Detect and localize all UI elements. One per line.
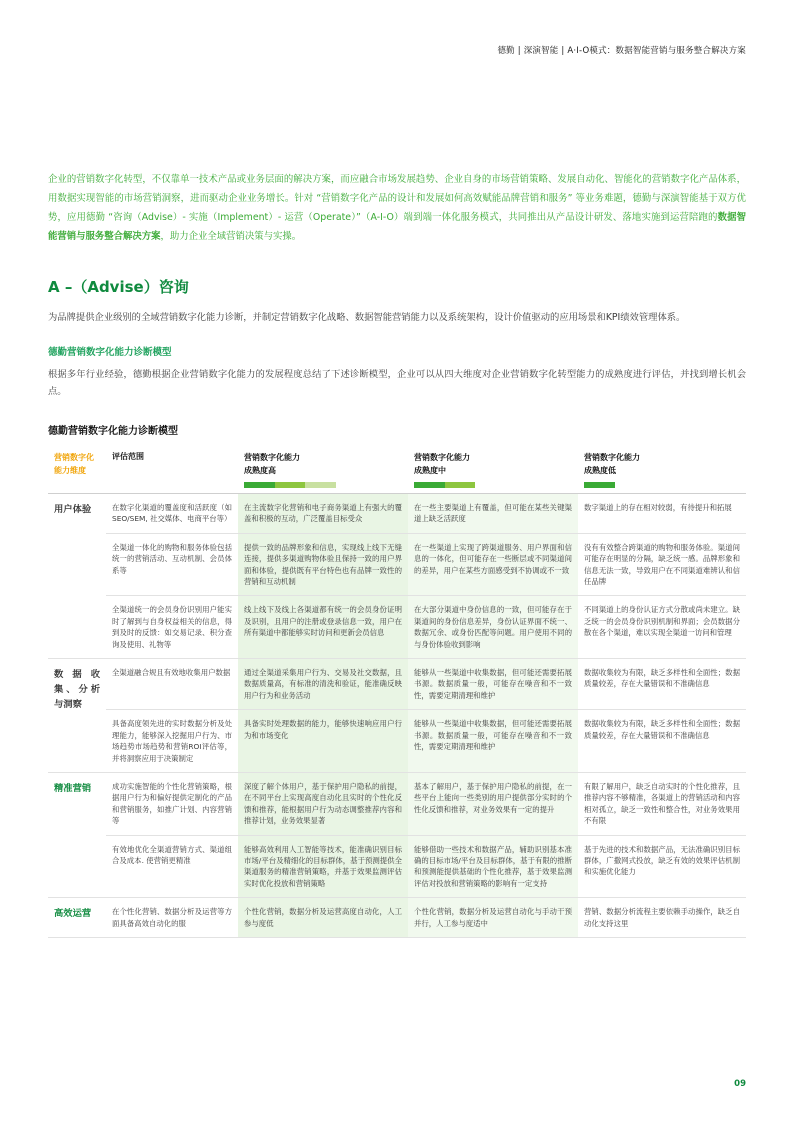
cell-low: 数字渠道上的存在相对较弱，有待提升和拓展: [578, 494, 746, 534]
sub-section-title: 德勤营销数字化能力诊断模型: [48, 347, 172, 358]
maturity-bar-mid: [414, 482, 506, 488]
row-dimension-label: 高效运营: [48, 898, 106, 938]
intro-part1: 企业的营销数字化转型，不仅靠单一技术产品或业务层面的解决方案，而应融合市场发展趋势、企业自身的市场营销策略、发展自动化、智能化的营销数字化产品体系，用数据实现智能的市场营销洞察，进而驱动企业业务增长。针对 “营销数字化产品的设计和发展如何高效赋能品牌营销和服务” 等业务难题，德勤与深演智能基于双方优势，应用德勤 “咨询（Advise）- 实施（Implement）- 运营（Operate）”（A-I-O）端到端一体化服务模式，共同推出从产品设计研发、落地实施到运营陪跑的: [48, 174, 746, 223]
cell-low: 没有有效整合跨渠道的购物和服务体验。渠道间可能存在明显的分隔，缺乏统一感。品牌形象和信息无法一致，导致用户在不同渠道难辨认和信任品牌: [578, 533, 746, 596]
page-header: 德勤 | 深演智能 | A·I-O模式：数据智能营销与服务整合解决方案: [497, 46, 746, 56]
maturity-bar-high: [244, 482, 336, 488]
row-scope: 全渠道统一的会员身份识别用户能实时了解到与自身权益相关的信息，得到及时的反馈：如交易记录、积分查询及使用、礼物等: [106, 596, 238, 659]
maturity-matrix-table: [48, 447, 746, 938]
cell-mid: 个性化营销，数据分析及运营自动化与手动干预并行，人工参与度适中: [408, 898, 578, 938]
sub-section-body: 根据多年行业经验，德勤根据企业营销数字化能力的发展程度总结了下述诊断模型，企业可以从四大维度对企业营销数字化转型能力的成熟度进行评估，并找到增长机会点。: [48, 369, 746, 397]
row-scope: 具备高度领先进的实时数据分析及处理能力，能够深入挖掘用户行为、市场趋势市场趋势和营销ROI评估等，并将洞察应用于决策制定: [106, 710, 238, 773]
table-head: [48, 447, 746, 494]
table-row: [48, 494, 746, 534]
table-row: [48, 710, 746, 773]
row-scope: 全渠道一体化的购物和服务体验包括统一的营销活动、互动机制、会员体系等: [106, 533, 238, 596]
cell-high: 通过全渠道采集用户行为、交易及社交数据，且数据质量高，有标准的清洗和验证，能准确反映用户行为和业务活动: [238, 659, 408, 710]
table-row: [48, 596, 746, 659]
page-number: 09: [734, 1079, 746, 1089]
row-dimension-label: 数据收集、分析与洞察: [48, 659, 106, 773]
cell-low: 营销、数据分析流程主要依赖手动操作，缺乏自动化支持这里: [578, 898, 746, 938]
section-body: 为品牌提供企业级别的全域营销数字化能力诊断，并制定营销数字化战略、数据智能营销能力以及系统架构，设计价值驱动的应用场景和KPI绩效管理体系。: [48, 312, 686, 323]
model-title: 德勤营销数字化能力诊断模型: [48, 426, 178, 437]
cell-high: 具备实时处理数据的能力，能够快速响应用户行为和市场变化: [238, 710, 408, 773]
cell-high: 个性化营销，数据分析及运营高度自动化，人工参与度低: [238, 898, 408, 938]
section-title: A –（Advise）咨询: [48, 278, 189, 296]
cell-mid: 在大部分渠道中身份信息的一致，但可能存在于渠道间的身份信息差异，身份认证界面不统一、数据冗余、或身份匹配等问题。用户使用不同的与身份体验收到影响: [408, 596, 578, 659]
col-header-dimension: [48, 447, 106, 494]
cell-low: 有限了解用户，缺乏自动实时的个性化推荐，且推荐内容不够精准，各渠道上的营销活动和内容相对孤立，缺乏一致性和整合性，对业务效果用不有限: [578, 772, 746, 835]
intro-bold: 数据智能营销与服务整合解决方案: [48, 212, 746, 242]
col-header-low: 营销数字化能力 成熟度低: [578, 447, 746, 494]
row-dimension-label: 用户体验: [48, 494, 106, 659]
col-header-dimension-line1: 营销数字化: [54, 453, 94, 462]
cell-mid: 在一些渠道上实现了跨渠道服务、用户界面和信息的一体化，但可能存在一些断层或不同渠道间的差异，用户在某些方面感受到不协调或不一致: [408, 533, 578, 596]
cell-mid: 能够从一些渠道中收集数据，但可能还需要拓展书源。数据质量一般，可能存在噪音和不一致性，需要定期清理和维护: [408, 659, 578, 710]
row-scope: 成功实施智能的个性化营销策略，根据用户行为和偏好提供定制化的产品和营销服务，如推广计划、内容营销等: [106, 772, 238, 835]
cell-mid: 基本了解用户，基于保护用户隐私的前提，在一些平台上能向一些类别的用户提供部分实时的个性化反馈和推荐，对业务效果有一定的提升: [408, 772, 578, 835]
table-header-row: [48, 447, 746, 494]
row-scope: 全渠道融合规且有效地收集用户数据: [106, 659, 238, 710]
col-header-dimension-line2: 能力维度: [54, 466, 86, 475]
cell-high: 能够高效利用人工智能等技术，能准确识别目标市场/平台及精细化的目标群体，基于预测提供全渠道服务的精准营销策略，并基于效果监测评估实时优化投放和营销策略: [238, 835, 408, 898]
page-content: [48, 170, 746, 938]
row-scope: 在数字化渠道的覆盖度和活跃度（如SEO/SEM, 社交媒体、电商平台等）: [106, 494, 238, 534]
col-header-high: 营销数字化能力 成熟度高: [238, 447, 408, 494]
cell-low: 基于先进的技术和数据产品，无法准确识别目标群体，广撒网式投放，缺乏有效的效果评估机制和实施优化能力: [578, 835, 746, 898]
table-body: [48, 494, 746, 938]
row-scope: 在个性化营销、数据分析及运营等方面具备高效自动化的服: [106, 898, 238, 938]
row-scope: 有效地优化全渠道营销方式、渠道组合及成本. 使营销更精准: [106, 835, 238, 898]
maturity-bar-low: [584, 482, 676, 488]
intro-paragraph: [48, 170, 746, 246]
cell-mid: 能够借助一些技术和数据产品，辅助识别基本准确的目标市场/平台及目标群体，基于有限的推断和预测能提供基础的个性化推荐，基于效果监测评估对投放和营销策略的影响有一定支持: [408, 835, 578, 898]
cell-low: 不同渠道上的身份认证方式分散或尚未建立。缺乏统一的会员身份识别机制和界面；会员数据分散在各个渠道，难以实现全渠道一访问和管理: [578, 596, 746, 659]
table-row: [48, 772, 746, 835]
col-header-scope: 评估范围: [106, 447, 238, 494]
cell-high: 线上线下及线上各渠道都有统一的会员身份证明及识别，且用户的注册或登录信息一致，用户在所有渠道中都能够实时访问和更新会员信息: [238, 596, 408, 659]
table-row: [48, 835, 746, 898]
cell-mid: 能够从一些渠道中收集数据，但可能还需要拓展书源。数据质量一般，可能存在噪音和不一致性，需要定期清理和维护: [408, 710, 578, 773]
cell-high: 在主流数字化营销和电子商务渠道上有强大的覆盖和积极的互动，广泛覆盖目标受众: [238, 494, 408, 534]
table-row: [48, 898, 746, 938]
cell-low: 数据收集较为有限，缺乏多样性和全面性；数据质量较差，存在大量错误和不准确信息: [578, 710, 746, 773]
cell-high: 提供一致的品牌形象和信息，实现线上线下无缝连接，提供多渠道购物体验且保持一致的用户界面和体验，提供既有平台特色也有品牌一致性的营销和互动机制: [238, 533, 408, 596]
table-row: [48, 533, 746, 596]
col-header-mid: 营销数字化能力 成熟度中: [408, 447, 578, 494]
intro-part2: ，助力企业全域营销决策与实操。: [160, 231, 302, 242]
table-row: [48, 659, 746, 710]
cell-low: 数据收集较为有限，缺乏多样性和全面性；数据质量较差，存在大量错误和不准确信息: [578, 659, 746, 710]
cell-high: 深度了解个体用户，基于保护用户隐私的前提，在不同平台上实现高度自动化且实时的个性化反馈和推荐，能根据用户行为动态调整推荐内容和推荐计划，业务效果显著: [238, 772, 408, 835]
cell-mid: 在一些主要渠道上有覆盖，但可能在某些关键渠道上缺乏活跃度: [408, 494, 578, 534]
row-dimension-label: 精准营销: [48, 772, 106, 897]
